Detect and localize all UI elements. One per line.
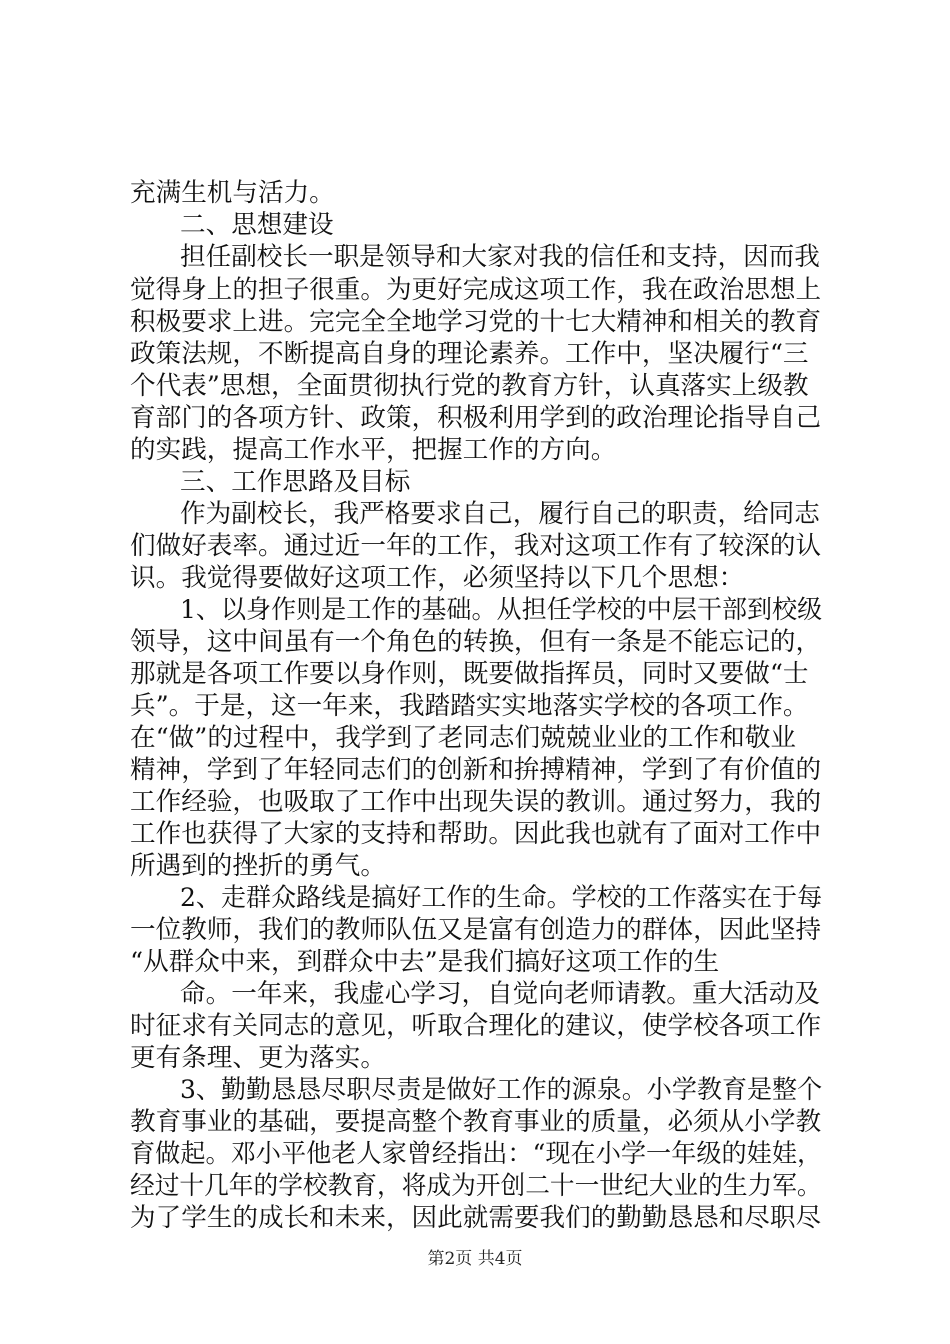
body-text-line: 一位教师，我们的教师队伍又是富有创造力的群体，因此坚持 [130,915,822,945]
body-text-line: 3、勤勤恳恳尽职尽责是做好工作的源泉。小学教育是整个 [180,1075,823,1105]
body-text-line: 所遇到的挫折的勇气。 [130,851,386,881]
body-text-line: 作为副校长，我严格要求自己，履行自己的职责，给同志 [180,499,820,529]
page-number-footer: 第2页 共4页 [427,1249,523,1269]
body-text-line: 充满生机与活力。 [130,178,335,208]
body-text-line: 个代表”思想，全面贯彻执行党的教育方针，认真落实上级教 [130,371,809,401]
body-text-line: “从群众中来，到群众中去”是我们搞好这项工作的生 [130,947,720,977]
body-text-line: 命。一年来，我虚心学习，自觉向老师请教。重大活动及 [180,979,820,1009]
body-text-line: 经过十几年的学校教育，将成为开创二十一世纪大业的生力军。 [130,1171,822,1201]
body-text-line: 觉得身上的担子很重。为更好完成这项工作，我在政治思想上 [130,275,822,305]
body-text-line: 工作也获得了大家的支持和帮助。因此我也就有了面对工作中 [130,819,822,849]
body-text-line: 为了学生的成长和未来，因此就需要我们的勤勤恳恳和尽职尽 [130,1203,822,1233]
body-text-line: 积极要求上进。完完全全地学习党的十七大精神和相关的教育 [130,307,822,337]
body-text-line: 教育事业的基础，要提高整个教育事业的质量，必须从小学教 [130,1107,822,1137]
body-text-line: 2、走群众路线是搞好工作的生命。学校的工作落实在于每 [180,883,823,913]
body-text-line: 在“做”的过程中，我学到了老同志们兢兢业业的工作和敬业 [130,723,797,753]
body-text-line: 担任副校长一职是领导和大家对我的信任和支持，因而我 [180,242,820,272]
body-text-line: 育做起。邓小平他老人家曾经指出：“现在小学一年级的娃娃， [130,1139,823,1169]
body-text-line: 时征求有关同志的意见，听取合理化的建议，使学校各项工作 [130,1011,822,1041]
body-text-line: 1、以身作则是工作的基础。从担任学校的中层干部到校级 [180,595,823,625]
body-text-line: 识。我觉得要做好这项工作，必须坚持以下几个思想： [130,563,745,593]
section-heading: 二、思想建设 [180,210,334,240]
body-text-line: 政策法规，不断提高自身的理论素养。工作中，坚决履行“三 [130,339,809,369]
body-text-line: 那就是各项工作要以身作则，既要做指挥员，同时又要做“士 [130,659,809,689]
body-text-line: 育部门的各项方针、政策，积极利用学到的政治理论指导自己 [130,403,822,433]
body-text-line: 精神，学到了年轻同志们的创新和拚搏精神，学到了有价值的 [130,755,822,785]
body-text-line: 兵”。于是，这一年来，我踏踏实实地落实学校的各项工作。 [130,691,809,721]
section-heading: 三、工作思路及目标 [180,467,411,497]
body-text-line: 的实践，提高工作水平，把握工作的方向。 [130,435,617,465]
body-text-line: 更有条理、更为落实。 [130,1043,386,1073]
body-text-line: 领导，这中间虽有一个角色的转换，但有一条是不能忘记的， [130,627,822,657]
body-text-line: 们做好表率。通过近一年的工作，我对这项工作有了较深的认 [130,531,822,561]
body-text-line: 工作经验，也吸取了工作中出现失误的教训。通过努力，我的 [130,787,822,817]
